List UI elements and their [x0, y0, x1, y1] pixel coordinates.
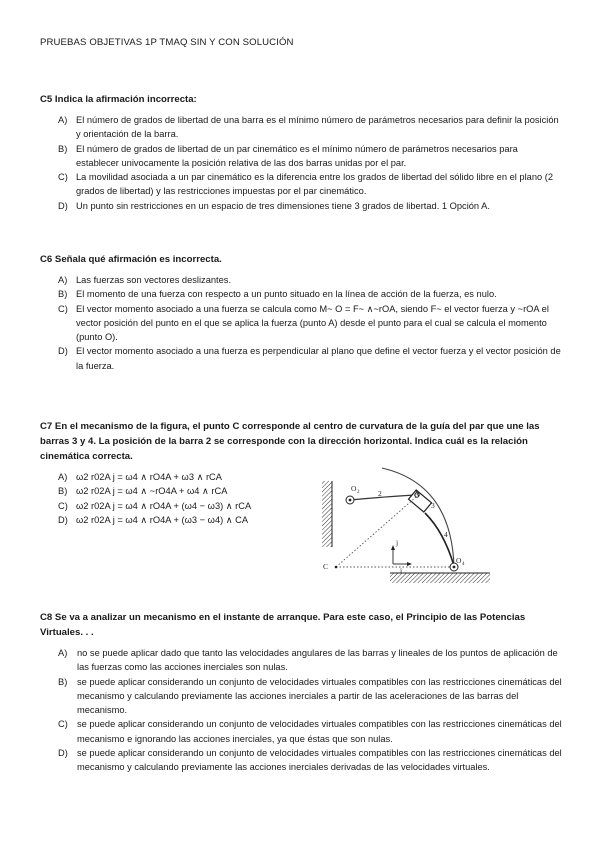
option-c7-b [40, 484, 290, 498]
question-c5-title: C5 Indica la afirmación incorrecta: [40, 94, 197, 105]
option-text: ω2 r02A j = ω4 ∧ rO4A + (ω4 − ω3) ∧ rCA [76, 500, 252, 511]
option-text: La movilidad asociada a un par cinemático es la diferencia entre los grados de libertad del sólido libre en el plano (2 grados de libertad) y las restricciones impuestas por el par cinemático. [76, 172, 554, 197]
question-c6-title: C6 Señala qué afirmación es incorrecta. [40, 254, 222, 265]
option-letter: D) [58, 514, 68, 525]
option-c7-c [40, 499, 290, 513]
label-point-c: C [323, 562, 329, 571]
question-c5-options [40, 113, 562, 213]
option-c7-d [40, 513, 290, 527]
pivot-o4-center [453, 566, 456, 569]
option-letter: B) [58, 486, 68, 497]
option-text: El número de grados de libertad de un par cinemático es el mínimo número de parámetros necesarios para establecer univocamente la posición relativa de las dos barras unidas por el par. [76, 143, 518, 168]
option-c5-c [40, 170, 562, 199]
option-c8-c [40, 717, 562, 746]
option-c6-b [40, 287, 562, 301]
question-c8 [40, 610, 562, 775]
option-text: ω2 r02A j = ω4 ∧ rO4A + ω3 ∧ rCA [76, 472, 222, 482]
option-c6-d [40, 344, 562, 373]
label-bar-3: 3 [431, 501, 435, 510]
option-text: El vector momento asociado a una fuerza es perpendicular al plano que define el vector fuerza y el vector posición de la fuerza. [76, 346, 561, 371]
option-text: Un punto sin restricciones en un espacio de tres dimensiones tiene 3 grados de libertad. 1 Opción A. [76, 200, 490, 211]
label-bar-4: 4 [444, 530, 448, 539]
option-letter: A) [58, 648, 68, 658]
option-c8-b [40, 675, 562, 718]
label-unit-j: j [396, 538, 399, 547]
pivot-o2-center [349, 499, 352, 502]
point-c [335, 566, 338, 569]
option-letter: D) [58, 200, 68, 211]
option-letter: B) [58, 676, 68, 687]
option-letter: A) [58, 115, 68, 125]
label-o4-sub: 4 [462, 562, 465, 567]
fixed-ground [390, 573, 490, 583]
bar-2 [350, 495, 415, 500]
mechanism-figure [318, 466, 493, 592]
option-c5-a [40, 113, 562, 142]
document-header: PRUEBAS OBJETIVAS 1P TMAQ SIN Y CON SOLUCIÓN [40, 37, 294, 48]
label-o2: O [351, 484, 357, 493]
option-c5-b [40, 142, 562, 171]
option-c6-c [40, 302, 562, 345]
bar-4 [425, 513, 454, 566]
label-bar-2: 2 [378, 489, 382, 498]
option-text: Las fuerzas son vectores deslizantes. [76, 275, 232, 285]
option-letter: B) [58, 289, 68, 300]
fixed-wall [322, 481, 332, 547]
option-c5-d [40, 199, 562, 213]
option-letter: C) [58, 303, 68, 314]
label-unit-i: i [400, 566, 403, 575]
option-c8-d [40, 746, 562, 775]
unit-vector-j-head [391, 545, 395, 550]
option-text: El momento de una fuerza con respecto a un punto situado en la línea de acción de la fuerza, es nulo. [76, 289, 497, 300]
question-c8-options [40, 646, 562, 775]
option-text: El número de grados de libertad de una barra es el mínimo número de parámetros necesarios para definir la posición y orientación de la barra. [76, 115, 559, 140]
option-c6-a [40, 273, 562, 287]
label-point-a: A [414, 489, 420, 498]
option-text: no se puede aplicar dado que tanto las velocidades angulares de las barras y lineales de los puntos de aplicación de las fuerzas como las acciones inerciales son nulas. [77, 648, 558, 673]
option-letter: B) [58, 143, 68, 154]
option-text: se puede aplicar considerando un conjunto de velocidades virtuales compatibles con las restricciones cinemáticas del mecanismo y calculando previamente las acciones inerciales a partir de las aceleraciones de las barras del mecanismo. [77, 676, 562, 716]
option-letter: C) [58, 719, 68, 730]
option-text: se puede aplicar considerando un conjunto de velocidades virtuales compatibles con las restricciones cinemáticas del mecanismo e ignorando las acciones inerciales, ya que éstas que son nulas. [77, 719, 562, 744]
option-letter: C) [58, 172, 68, 183]
question-c6-options [40, 273, 562, 373]
option-text: ω2 r02A j = ω4 ∧ rO4A + (ω3 − ω4) ∧ CA [76, 514, 249, 525]
label-o4: O [456, 556, 462, 565]
option-letter: A) [58, 472, 68, 482]
question-c8-title: C8 Se va a analizar un mecanismo en el instante de arranque. Para este caso, el Principio de las Potencias Virtuales. . . [40, 612, 526, 638]
label-o2-sub: 2 [357, 490, 360, 495]
line-ca [336, 497, 416, 567]
option-letter: A) [58, 275, 68, 285]
option-text: se puede aplicar considerando un conjunto de velocidades virtuales compatibles con las restricciones cinemáticas del mecanismo y calculando previamente las acciones inerciales derivadas de las velocidades virtuales. [77, 748, 562, 773]
question-c7-options [40, 470, 290, 527]
mechanism-diagram [318, 466, 493, 592]
option-text: ω2 r02A j = ω4 ∧ ~rO4A + ω4 ∧ rCA [76, 486, 228, 497]
option-c8-a [40, 646, 562, 675]
option-letter: D) [58, 346, 68, 357]
unit-vector-i-head [407, 562, 412, 566]
option-letter: C) [58, 500, 68, 511]
question-c6 [40, 252, 562, 373]
option-text: El vector momento asociado a una fuerza se calcula como M~ O = F~ ∧~rOA, siendo F~ el vector fuerza y ~rOA el vector posición del punto en el que se aplica la fuerza (punto A) desde el punto para el cual se calcula el momento (punto O). [76, 303, 549, 343]
option-letter: D) [58, 748, 68, 759]
question-c5 [40, 92, 562, 213]
question-c7-title: C7 En el mecanismo de la figura, el punto C corresponde al centro de curvatura de la guía del par que une las barras 3 y 4. La posición de la barra 2 se corresponde con la dirección horizontal. Indica cuál es la relación cinemática correcta. [40, 421, 540, 462]
option-c7-a [40, 470, 290, 484]
